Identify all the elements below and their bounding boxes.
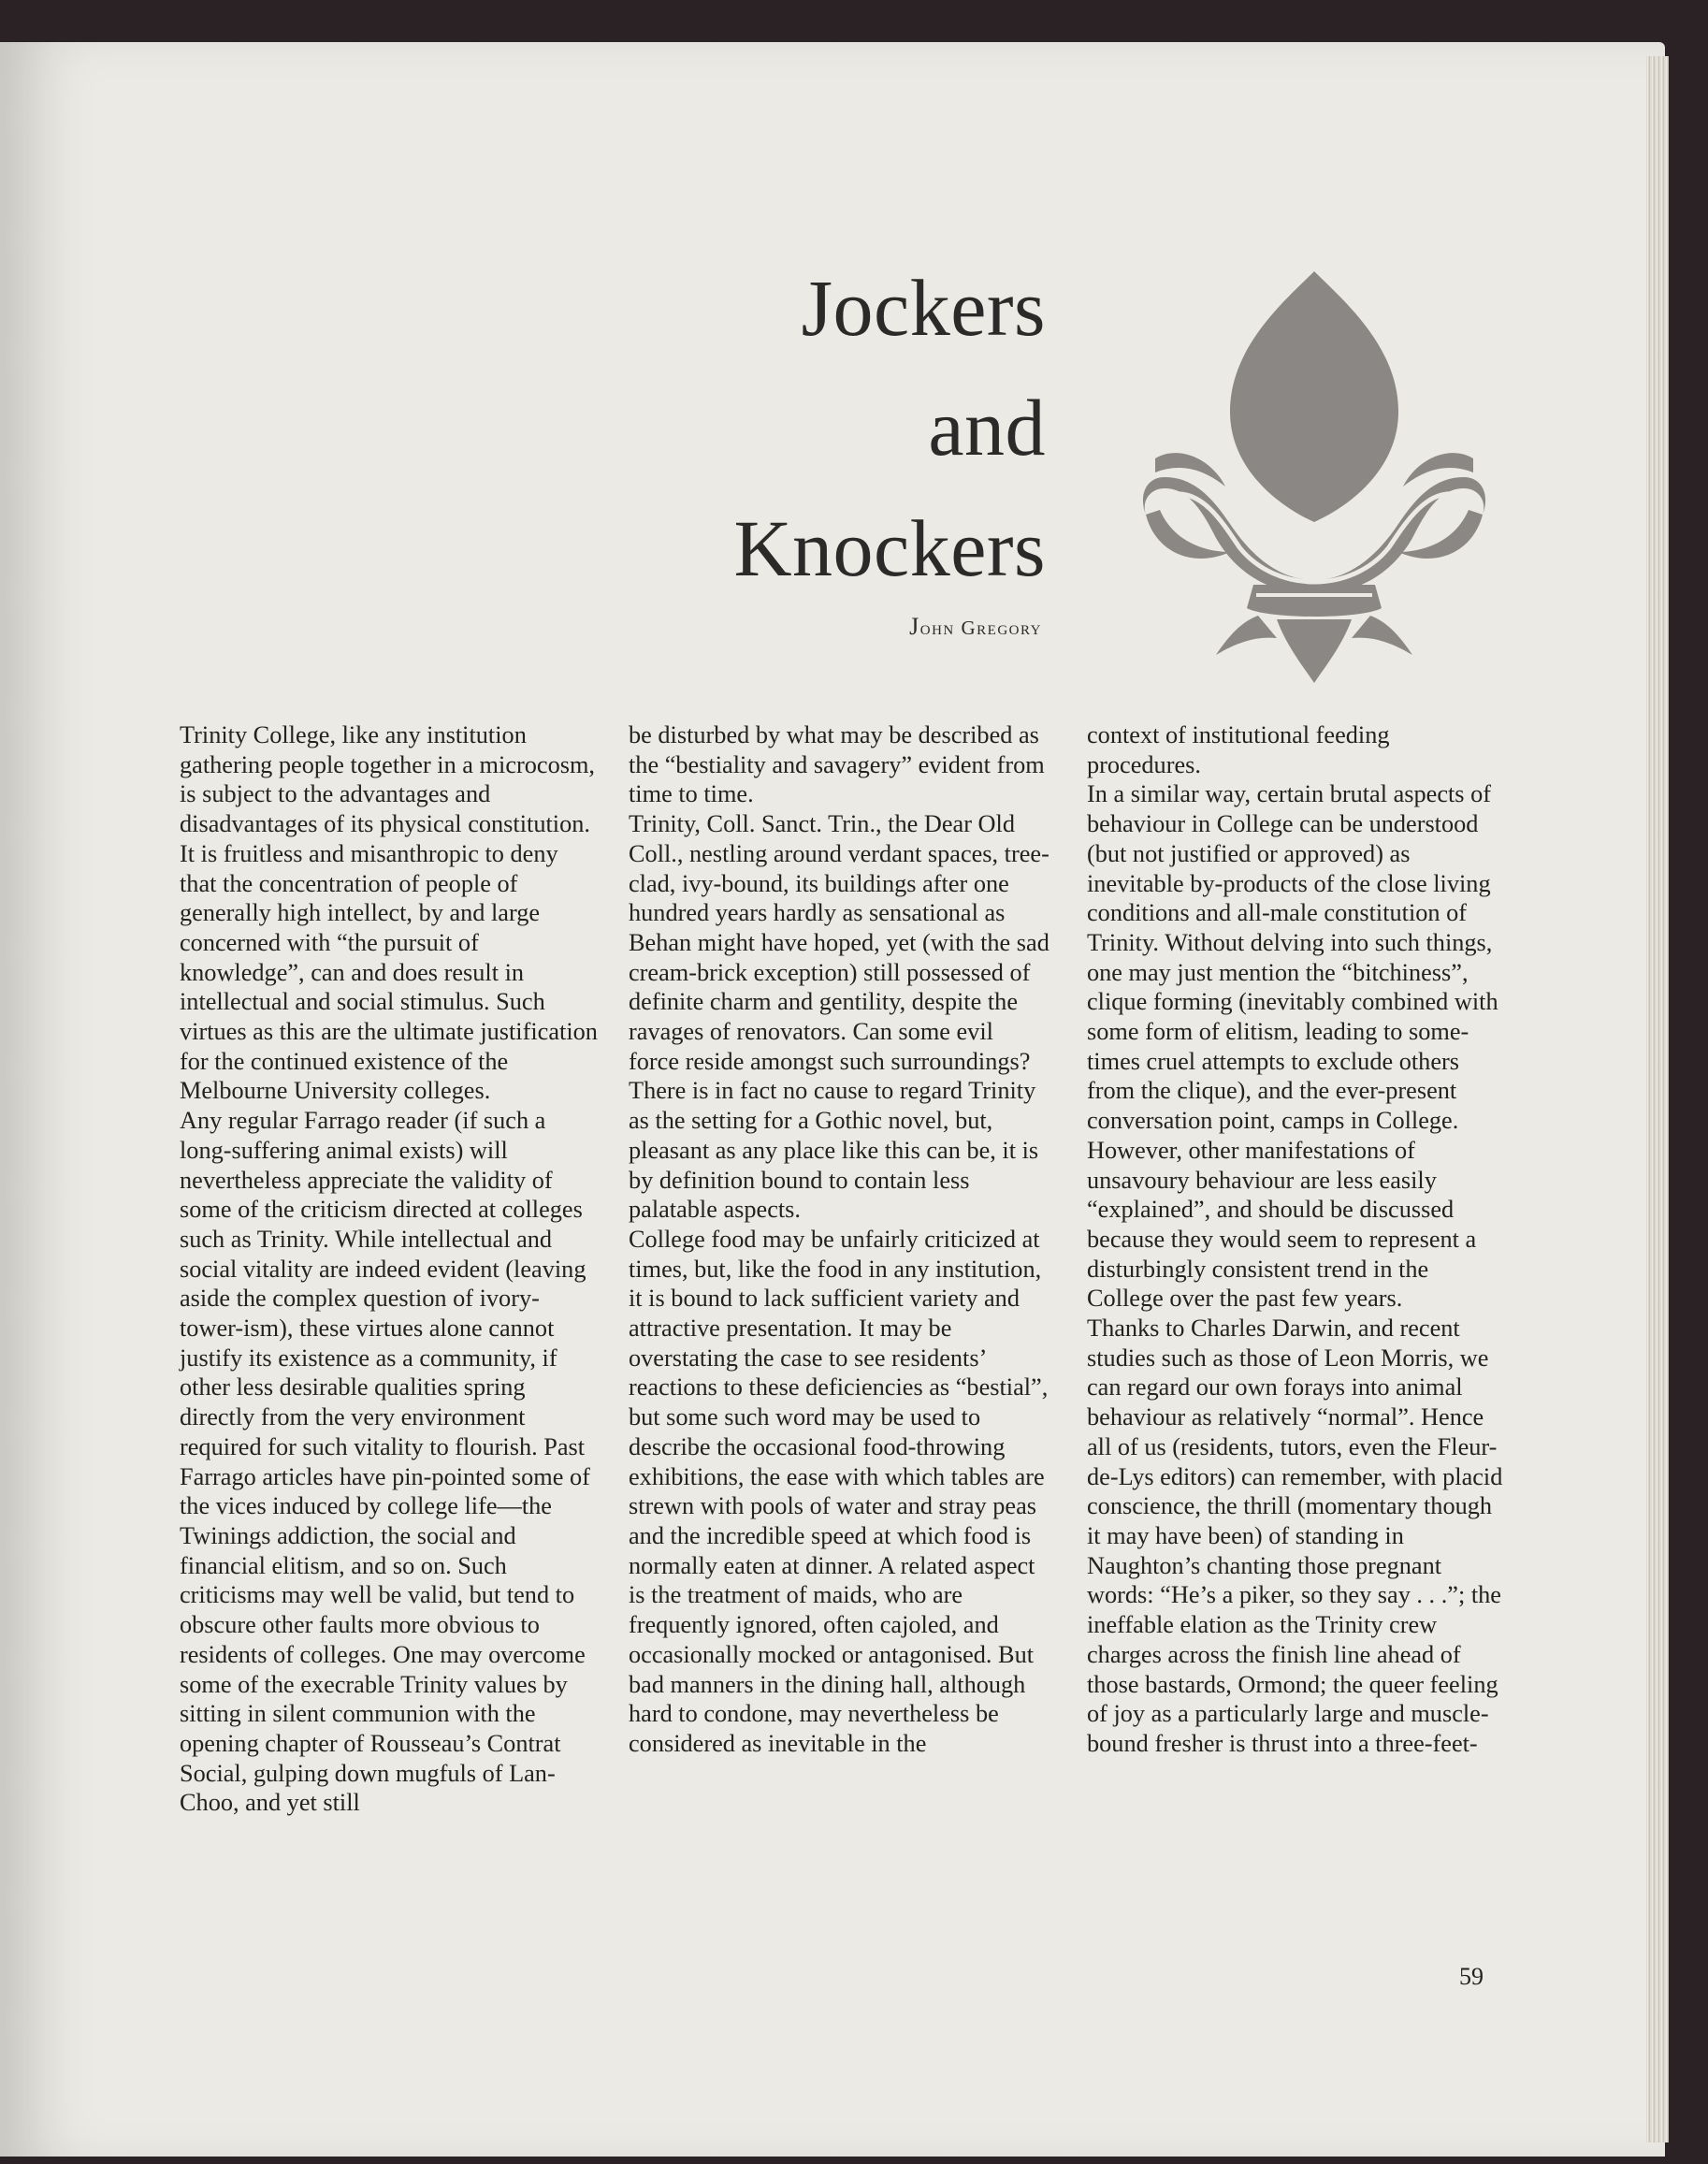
text-column-1 (180, 720, 601, 1818)
page-number: 59 (1459, 1963, 1484, 1990)
paragraph: Trinity, Coll. Sanct. Trin., the Dear Old Coll., nestling around verdant spaces, tree-clad, ivy-bound, its buildings after one hundred years hardly as sensational as Behan might have hoped, yet (with the sad cream-brick exception) still possessed of definite charm and gentility, despite the ravages of renovators. Can some evil force reside amongst such surroundings? There is in fact no cause to regard Trinity as the setting for a Gothic novel, but, pleasant as any place like this can be, it is by definition bound to contain less palatable aspects. (629, 810, 1049, 1224)
paragraph: context of institutional feeding procedures. (1087, 721, 1390, 778)
paragraph: be disturbed by what may be described as the “bestiality and savagery” evident from time to time. (629, 721, 1045, 808)
paragraph: In a similar way, certain brutal aspects of behaviour in College can be understood (but not justified or approved) as inevitable by-products of the close living conditions and all-male constitution of Trinity. Without delving into such things, one may just mention the “bitchiness”, clique forming (inevitably combined with some form of elitism, leading to some-times cruel attempts to exclude others from the clique), and the ever-present conversation point, camps in College. However, other manifestations of unsavoury behaviour are less easily “explained”, and should be discussed because they would seem to represent a disturbingly consistent trend in the College over the past few years. (1087, 780, 1498, 1313)
page-edges (1646, 56, 1669, 2142)
paragraph: Thanks to Charles Darwin, and recent studies such as those of Leon Morris, we can regard our own forays into animal behaviour as relatively “normal”. Hence all of us (residents, tutors, even the Fleur-de-Lys editors) can remember, with placid conscience, the thrill (momentary though it may have been) of standing in Naughton’s chanting those pregnant words: “He’s a piker, so they say . . .”; the ineffable elation as the Trinity crew charges across the finish line ahead of those bastards, Ormond; the queer feeling of joy as a particularly large and muscle-bound fresher is thrust into a three-feet- (1087, 1314, 1503, 1757)
title-line-3: Knockers (733, 503, 1046, 593)
fleur-de-lys-icon (1136, 271, 1492, 683)
paragraph: Any regular Farrago reader (if such a long-suffering animal exists) will nevertheless appreciate the validity of some of the criticism directed at colleges such as Trinity. While intellectual and social vitality are indeed evident (leaving aside the complex question of ivory-tower-ism), these virtues alone cannot justify its existence as a community, if other less desirable qualities spring directly from the very environment required for such vitality to flourish. Past Farrago articles have pin-pointed some of the vices induced by college life—the Twinings addiction, the social and financial elitism, and so on. Such criticisms may well be valid, but tend to obscure other faults more obvious to residents of colleges. One may overcome some of the execrable Trinity values by sitting in silent communion with the opening chapter of Rousseau’s Contrat Social, gulping down mugfuls of Lan-Choo, and yet still (180, 1107, 590, 1817)
text-column-3 (1087, 720, 1508, 1759)
paragraph: College food may be unfairly criticized at times, but, like the food in any institution, it is bound to lack sufficient variety and attractive presentation. It may be overstating the case to see residents’ reactions to these deficiencies as “bestial”, but some such word may be used to describe the occasional food-throwing exhibitions, the ease with which tables are strewn with pools of water and stray peas and the incredible speed at which food is normally eaten at dinner. A related aspect is the treatment of maids, who are frequently ignored, often cajoled, and occasionally mocked or antagonised. But bad manners in the dining hall, although hard to condone, may nevertheless be considered as inevitable in the (629, 1225, 1049, 1757)
text-column-2 (629, 720, 1049, 1759)
author-byline: John Gregory (909, 613, 1042, 640)
title-line-2: and (928, 383, 1046, 472)
paragraph: Trinity College, like any institution gathering people together in a microcosm, is subject to the advantages and disadvantages of its physical constitution. It is fruitless and misanthropic to deny that the concentration of people of generally high intellect, by and large concerned with “the pursuit of knowledge”, can and does result in intellectual and social stimulus. Such virtues as this are the ultimate justification for the continued existence of the Melbourne University colleges. (180, 721, 598, 1105)
title-line-1: Jockers (801, 263, 1046, 353)
